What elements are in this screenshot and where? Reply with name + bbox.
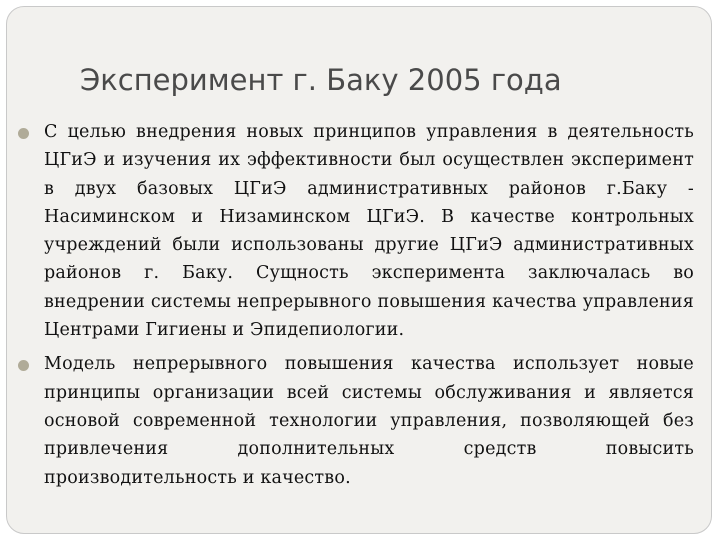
- bullet-text: Модель непрерывного повышения качества использует новые принципы организации всей системы обслуживания и является основой современной технологии управления, позволяющей без привлечения дополнительных средств повысить производительность и качество.: [44, 354, 694, 488]
- bullet-dot-icon: [18, 128, 29, 139]
- slide-title: Эксперимент г. Баку 2005 года: [80, 63, 562, 97]
- bullet-item: [0, 118, 720, 344]
- bullet-item: [0, 350, 720, 491]
- bullet-list: [0, 118, 720, 498]
- bullet-text: С целью внедрения новых принципов управления в деятельность ЦГиЭ и изучения их эффективности был осуществлен эксперимент в двух базовых ЦГиЭ административных районов г.Баку - Насиминском и Низаминском ЦГиЭ. В качестве контрольных учреждений были использованы другие ЦГиЭ административных районов г. Баку. Сущность эксперимента заключалась во внедрении системы непрерывного повышения качества управления Центрами Гигиены и Эпидепиологии.: [44, 122, 694, 341]
- bullet-dot-icon: [18, 360, 29, 371]
